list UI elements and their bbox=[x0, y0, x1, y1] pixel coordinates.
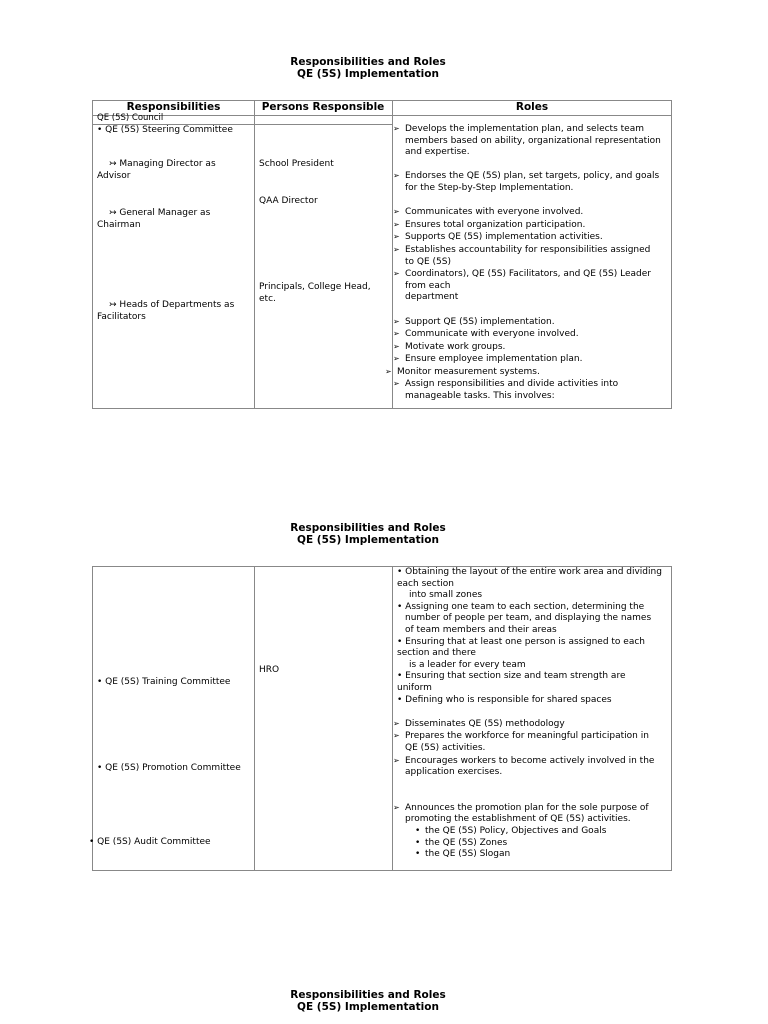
heads-of-departments-line1: ↣ Heads of Departments as bbox=[97, 299, 234, 311]
page-title bbox=[0, 989, 736, 1013]
arrow-bullet-icon: ➢ bbox=[393, 124, 400, 133]
sub-arrow-icon: ↣ bbox=[109, 208, 117, 218]
role-item: ➢ Ensures total organization participation. bbox=[393, 219, 586, 230]
role-item: ➢ Assign responsibilities and divide activities into bbox=[393, 379, 619, 390]
person-principals-line1: Principals, College Head, bbox=[259, 282, 371, 292]
sub-item: • the QE (5S) Policy, Objectives and Goals bbox=[415, 826, 607, 837]
role-item-cont: promoting the establishment of QE (5S) activities. bbox=[405, 814, 631, 825]
role-item: • Ensuring that at least one person is assigned to each bbox=[397, 636, 645, 647]
managing-director-line2: Advisor bbox=[97, 171, 131, 181]
sub-item: • the QE (5S) Zones bbox=[415, 837, 508, 848]
arrow-bullet-icon: ➢ bbox=[385, 366, 392, 376]
arrow-bullet-icon: ➢ bbox=[393, 718, 400, 728]
role-item: ➢ Communicates with everyone involved. bbox=[393, 207, 584, 218]
training-committee: • QE (5S) Training Committee bbox=[97, 677, 231, 687]
general-manager-line1: ↣ General Manager as bbox=[97, 207, 210, 219]
responsibilities-table-1 bbox=[92, 100, 672, 409]
role-item: ➢ Motivate work groups. bbox=[393, 341, 506, 352]
responsibilities-table-2 bbox=[89, 566, 672, 871]
role-item: • Ensuring that section size and team strength are bbox=[397, 671, 626, 682]
person-school-president: School President bbox=[259, 159, 334, 169]
title-line-1: Responsibilities and Roles bbox=[290, 522, 446, 534]
role-item: ➢ Develops the implementation plan, and selects team bbox=[393, 124, 644, 134]
page-title bbox=[0, 522, 736, 546]
sub-arrow-icon: ↣ bbox=[109, 300, 117, 310]
sub-arrow-icon: ↣ bbox=[109, 159, 117, 169]
arrow-bullet-icon: ➢ bbox=[393, 329, 400, 339]
role-item-cont: each section bbox=[397, 578, 454, 589]
promotion-committee: • QE (5S) Promotion Committee bbox=[97, 763, 241, 773]
audit-committee: • QE (5S) Audit Committee bbox=[89, 837, 211, 847]
role-item-cont: and expertise. bbox=[405, 147, 470, 158]
header-roles: Roles bbox=[515, 101, 549, 113]
role-item: ➢ Support QE (5S) implementation. bbox=[393, 316, 555, 327]
arrow-bullet-icon: ➢ bbox=[393, 379, 400, 389]
person-qaa-director: QAA Director bbox=[259, 196, 318, 206]
role-item: ➢ Establishes accountability for responsibilities assigned bbox=[393, 244, 651, 255]
role-item-cont: manageable tasks. This involves: bbox=[405, 391, 555, 402]
role-item: ➢ Ensure employee implementation plan. bbox=[393, 354, 583, 365]
role-item-cont: application exercises. bbox=[405, 767, 503, 778]
role-item-cont: is a leader for every team bbox=[409, 659, 526, 670]
role-item-cont: section and there bbox=[397, 648, 476, 659]
arrow-bullet-icon: ➢ bbox=[393, 207, 400, 217]
role-item-cont: for the Step-by-Step Implementation. bbox=[405, 182, 574, 193]
column-divider bbox=[254, 101, 255, 408]
roles-list-2 bbox=[393, 567, 662, 861]
title-line-1: Responsibilities and Roles bbox=[290, 989, 446, 1001]
title-line-1: Responsibilities and Roles bbox=[290, 56, 446, 68]
steering-committee: • QE (5S) Steering Committee bbox=[97, 125, 233, 135]
role-item: ➢ Disseminates QE (5S) methodology bbox=[393, 718, 565, 729]
title-line-2: QE (5S) Implementation bbox=[297, 68, 439, 80]
arrow-bullet-icon: ➢ bbox=[393, 755, 400, 765]
spacer bbox=[397, 790, 662, 802]
role-item: • Defining who is responsible for shared spaces bbox=[397, 694, 612, 705]
role-item: • Obtaining the layout of the entire work area and dividing bbox=[397, 567, 662, 577]
role-item: ➢ Announces the promotion plan for the sole purpose of bbox=[393, 802, 649, 813]
header-persons-responsible: Persons Responsible bbox=[261, 101, 385, 113]
sub-item: • the QE (5S) Slogan bbox=[415, 849, 511, 860]
title-line-2: QE (5S) Implementation bbox=[297, 1001, 439, 1013]
column-divider bbox=[254, 567, 255, 870]
council-label: QE (5S) Council bbox=[97, 113, 164, 123]
arrow-bullet-icon: ➢ bbox=[393, 316, 400, 326]
arrow-bullet-icon: ➢ bbox=[393, 802, 400, 812]
role-item: ➢ Prepares the workforce for meaningful participation in bbox=[393, 731, 649, 742]
role-item: ➢ Encourages workers to become actively involved in the bbox=[393, 755, 655, 766]
role-item-cont: of team members and their areas bbox=[405, 624, 557, 635]
heads-of-departments-line2: Facilitators bbox=[97, 312, 146, 322]
role-item: ➢ Endorses the QE (5S) plan, set targets, policy, and goals bbox=[393, 171, 660, 182]
role-item-cont: from each bbox=[405, 280, 451, 291]
header-divider bbox=[93, 115, 671, 116]
role-item: ➢ Supports QE (5S) implementation activities. bbox=[393, 232, 603, 243]
general-manager-line2: Chairman bbox=[97, 220, 141, 230]
spacer bbox=[393, 159, 661, 171]
role-item-cont: number of people per team, and displaying the names bbox=[405, 613, 652, 624]
spacer bbox=[393, 195, 661, 207]
person-hro: HRO bbox=[259, 665, 280, 675]
roles-list-1 bbox=[385, 123, 661, 403]
spacer bbox=[397, 706, 662, 718]
arrow-bullet-icon: ➢ bbox=[393, 269, 400, 279]
spacer bbox=[397, 779, 662, 791]
arrow-bullet-icon: ➢ bbox=[393, 731, 400, 741]
role-item-cont: QE (5S) activities. bbox=[405, 742, 486, 753]
role-item-cont: department bbox=[405, 292, 459, 303]
arrow-bullet-icon: ➢ bbox=[393, 232, 400, 242]
role-item-cont: to QE (5S) bbox=[405, 256, 451, 267]
role-item: ➢ Monitor measurement systems. bbox=[385, 366, 540, 377]
arrow-bullet-icon: ➢ bbox=[393, 354, 400, 364]
arrow-bullet-icon: ➢ bbox=[393, 219, 400, 229]
managing-director-line1: ↣ Managing Director as bbox=[97, 158, 216, 170]
arrow-bullet-icon: ➢ bbox=[393, 244, 400, 254]
person-principals-line2: etc. bbox=[259, 294, 276, 304]
role-item: ➢ Communicate with everyone involved. bbox=[393, 329, 579, 340]
title-line-2: QE (5S) Implementation bbox=[297, 534, 439, 546]
role-item: • Assigning one team to each section, determining the bbox=[397, 601, 645, 612]
spacer bbox=[393, 304, 661, 316]
role-item-cont: into small zones bbox=[409, 590, 483, 601]
page-title bbox=[0, 56, 736, 80]
arrow-bullet-icon: ➢ bbox=[393, 171, 400, 181]
role-item-cont: uniform bbox=[397, 682, 432, 693]
role-item-cont: members based on ability, organizational representation bbox=[405, 135, 661, 146]
role-item: ➢ Coordinators), QE (5S) Facilitators, and QE (5S) Leader bbox=[393, 269, 651, 280]
header-responsibilities: Responsibilities bbox=[126, 101, 221, 113]
arrow-bullet-icon: ➢ bbox=[393, 341, 400, 351]
